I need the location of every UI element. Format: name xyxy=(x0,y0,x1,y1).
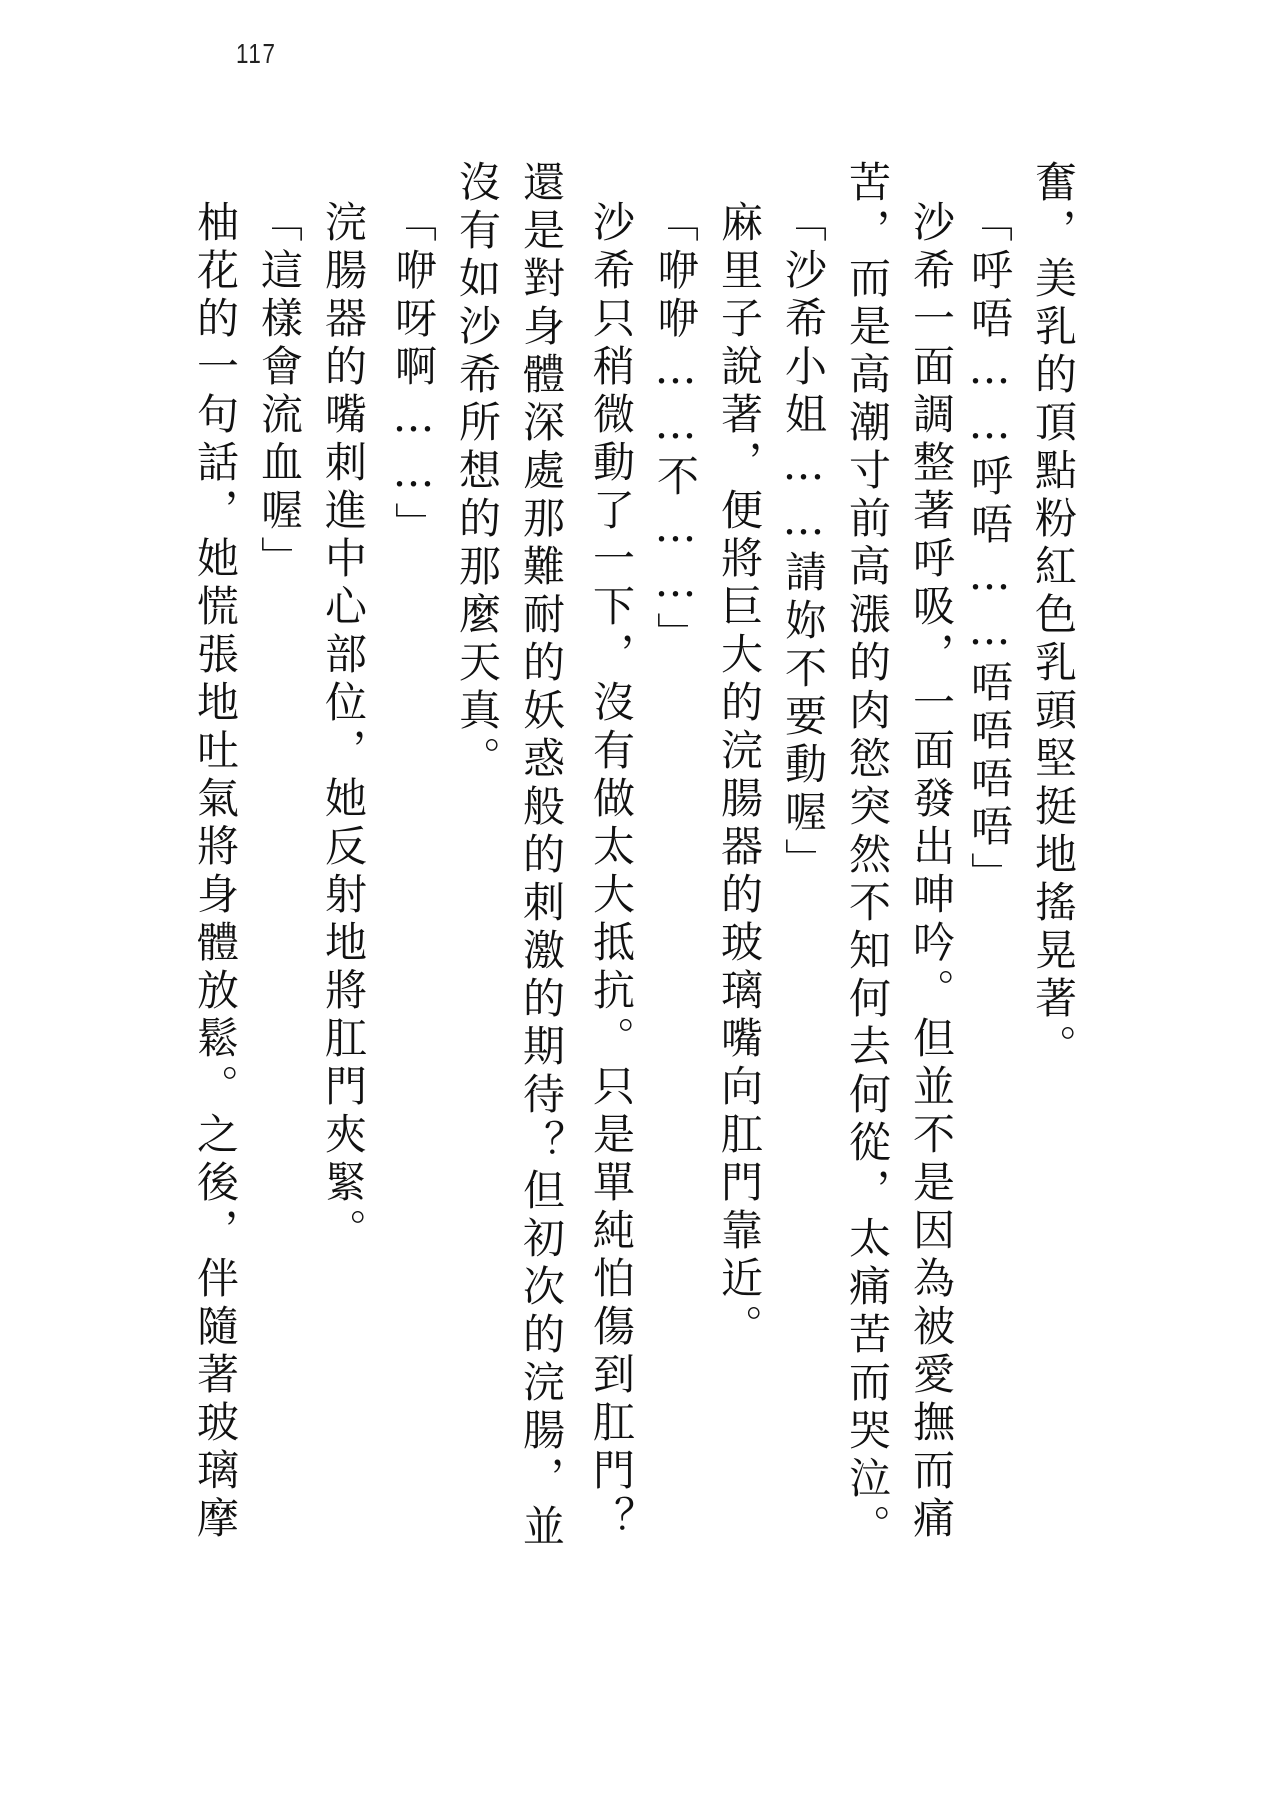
text-column: 柚花的一句話，她慌張地吐氣將身體放鬆。之後，伴隨著玻璃摩 xyxy=(191,200,240,1544)
text-column: 麻里子說著，便將巨大的浣腸器的玻璃嘴向肛門靠近。 xyxy=(715,200,764,1352)
text-column: 苦，而是高潮寸前高漲的肉慾突然不知何去何從，太痛苦而哭泣。 xyxy=(843,160,892,1552)
text-column: 奮，美乳的頂點粉紅色乳頭堅挺地搖晃著。 xyxy=(1029,160,1078,1072)
text-column: 沙希只稍微動了一下，沒有做太大抵抗。只是單純怕傷到肛門？ xyxy=(587,200,636,1544)
text-column: 沒有如沙希所想的那麼天真。 xyxy=(453,160,502,784)
text-column: 「呼唔……呼唔……唔唔唔唔」 xyxy=(965,200,1014,900)
text-column: 「這樣會流血喔」 xyxy=(255,200,304,584)
page-number: 117 xyxy=(236,38,277,69)
text-column: 還是對身體深處那難耐的妖惑般的刺激的期待？但初次的浣腸，並 xyxy=(517,160,566,1552)
text-column: 浣腸器的嘴刺進中心部位，她反射地將肛門夾緊。 xyxy=(319,200,368,1256)
text-column: 「咿呀啊……」 xyxy=(389,200,438,550)
text-column: 「咿咿……不……」 xyxy=(651,200,700,660)
text-column: 沙希一面調整著呼吸，一面發出呻吟。但並不是因為被愛撫而痛 xyxy=(907,200,956,1544)
text-column: 「沙希小姐……請妳不要動喔」 xyxy=(779,200,828,886)
